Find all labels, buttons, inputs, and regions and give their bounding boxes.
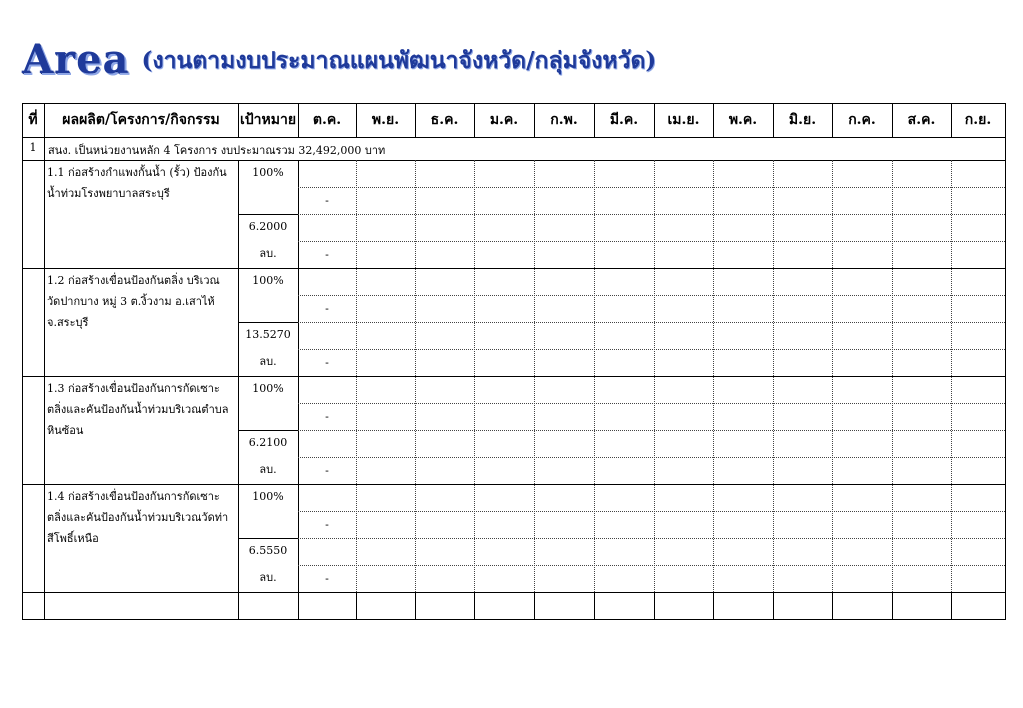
header-month: ก.ย. xyxy=(964,112,992,128)
table-border xyxy=(22,619,1006,620)
title-area: Area xyxy=(22,36,130,83)
grid-line xyxy=(22,376,1006,377)
grid-dotted-line xyxy=(298,403,1005,404)
target-budget: 6.2100 xyxy=(248,436,288,449)
target-percent: 100% xyxy=(252,382,284,395)
header-month: ธ.ค. xyxy=(430,112,459,128)
plan-dash: - xyxy=(325,302,329,315)
target-budget: 13.5270 xyxy=(245,328,291,341)
grid-line xyxy=(713,592,714,620)
grid-dotted-line xyxy=(298,511,1005,512)
grid-dotted-line xyxy=(298,457,1005,458)
grid-line xyxy=(238,430,299,431)
plan-dash: - xyxy=(325,464,329,477)
plan-dash: - xyxy=(325,356,329,369)
grid-line xyxy=(238,322,299,323)
grid-dotted-line xyxy=(298,349,1005,350)
header-month: ม.ค. xyxy=(489,112,519,128)
grid-line xyxy=(654,592,655,620)
grid-line xyxy=(298,160,299,620)
target-budget: 6.5550 xyxy=(248,544,288,557)
project-name: 1.3 ก่อสร้างเขื่อนป้องกันการกัดเซาะตลิ่งและคันป้องกันน้ำท่วมบริเวณตำบลหินซ้อน xyxy=(47,382,229,437)
header-month: พ.ค. xyxy=(728,112,758,128)
project-name: 1.4 ก่อสร้างเขื่อนป้องกันการกัดเซาะตลิ่งและคันป้องกันน้ำท่วมบริเวณวัดท่าสีโพธิ์เหนือ xyxy=(47,490,229,545)
grid-dotted-line xyxy=(298,430,1005,431)
grid-line xyxy=(22,160,1006,161)
header-month: เม.ย. xyxy=(667,112,700,128)
grid-line xyxy=(594,592,595,620)
header-month: ก.พ. xyxy=(550,112,578,128)
grid-line xyxy=(238,538,299,539)
title-subtitle: (งานตามงบประมาณแผนพัฒนาจังหวัด/กลุ่มจังหวัด) xyxy=(141,47,657,74)
grid-line xyxy=(44,160,45,620)
grid-dotted-line xyxy=(298,187,1005,188)
grid-dotted-line xyxy=(298,565,1005,566)
table-border xyxy=(22,103,23,620)
target-unit: ลบ. xyxy=(259,355,277,368)
grid-line xyxy=(951,592,952,620)
grid-line xyxy=(892,592,893,620)
plan-table xyxy=(22,103,1005,619)
plan-dash: - xyxy=(325,194,329,207)
grid-line xyxy=(238,214,299,215)
section-number: 1 xyxy=(29,141,37,154)
grid-line xyxy=(356,592,357,620)
project-name: 1.1 ก่อสร้างกำแพงกั้นน้ำ (รั้ว) ป้องกันน้ำท่วมโรงพยาบาลสระบุรี xyxy=(47,166,227,200)
grid-line xyxy=(22,592,1006,593)
grid-line xyxy=(22,484,1006,485)
header-month: ต.ค. xyxy=(312,112,342,128)
project-name: 1.2 ก่อสร้างเขื่อนป้องกันตลิ่ง บริเวณวัดปากบาง หมู่ 3 ต.งิ้วงาม อ.เสาไห้ จ.สระบุรี xyxy=(47,274,220,329)
target-unit: ลบ. xyxy=(259,463,277,476)
grid-line xyxy=(22,268,1006,269)
grid-line xyxy=(773,592,774,620)
grid-dotted-line xyxy=(298,295,1005,296)
plan-dash: - xyxy=(325,248,329,261)
grid-line xyxy=(415,592,416,620)
target-budget: 6.2000 xyxy=(248,220,288,233)
target-unit: ลบ. xyxy=(259,571,277,584)
target-unit: ลบ. xyxy=(259,247,277,260)
target-percent: 100% xyxy=(252,166,284,179)
grid-line xyxy=(474,592,475,620)
grid-dotted-line xyxy=(298,538,1005,539)
grid-line xyxy=(22,137,1006,138)
plan-dash: - xyxy=(325,518,329,531)
grid-line xyxy=(44,137,45,161)
target-percent: 100% xyxy=(252,274,284,287)
table-border xyxy=(1005,103,1006,620)
header-month: พ.ย. xyxy=(371,112,400,128)
header-month: ส.ค. xyxy=(907,112,936,128)
grid-line xyxy=(534,592,535,620)
grid-dotted-line xyxy=(298,241,1005,242)
plan-dash: - xyxy=(325,410,329,423)
header-project: ผลผลิต/โครงการ/กิจกรรม xyxy=(62,112,220,128)
header-no: ที่ xyxy=(28,112,38,128)
grid-line xyxy=(832,592,833,620)
header-target: เป้าหมาย xyxy=(239,112,297,128)
grid-dotted-line xyxy=(298,322,1005,323)
plan-dash: - xyxy=(325,572,329,585)
header-month: ก.ค. xyxy=(848,112,876,128)
header-month: มิ.ย. xyxy=(788,112,817,128)
header-month: มี.ค. xyxy=(609,112,639,128)
section-text: สนง. เป็นหน่วยงานหลัก 4 โครงการ งบประมาณรวม 32,492,000 บาท xyxy=(48,144,386,157)
grid-dotted-line xyxy=(298,214,1005,215)
target-percent: 100% xyxy=(252,490,284,503)
document-title xyxy=(22,36,656,83)
